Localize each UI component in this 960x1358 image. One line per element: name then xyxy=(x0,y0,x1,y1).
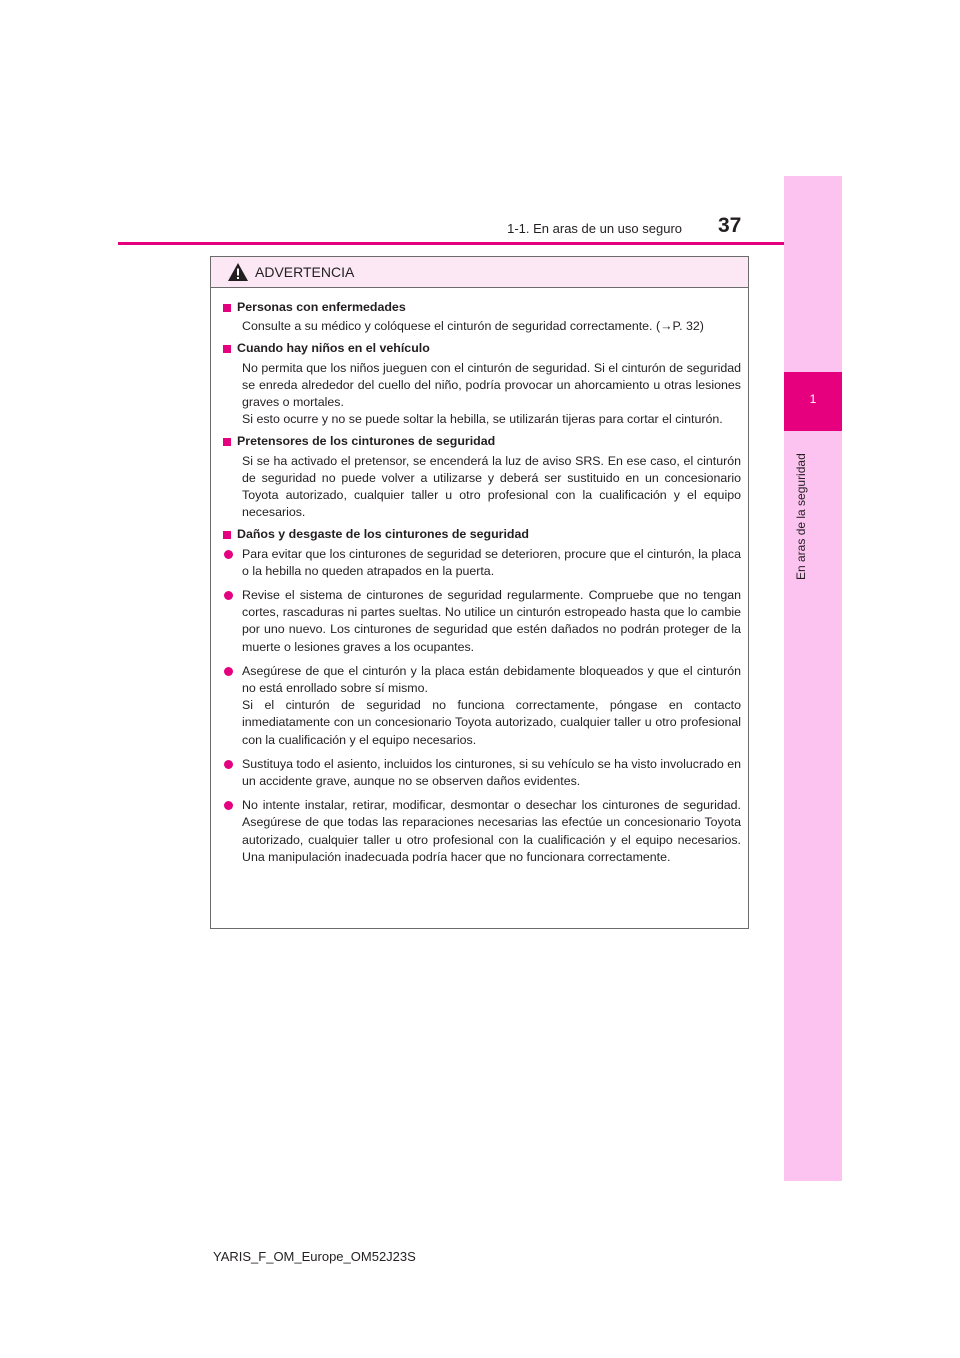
square-bullet-icon xyxy=(223,531,231,539)
section-paragraph: Si se ha activado el pretensor, se encenderá la luz de aviso SRS. En ese caso, el cinturón de seguridad no puede volver a utilizarse y deberá ser sustituido en un concesionario Toyota autorizado, cualquier taller u otro profesional con la cualificación y el equipo necesarios. xyxy=(242,453,741,520)
list-item: Sustituya todo el asiento, incluidos los cinturones, si su vehículo se ha visto involucrado en un accidente grave, aunque no se observen daños evidentes. xyxy=(223,756,741,790)
bullet-list xyxy=(223,546,741,866)
square-bullet-icon xyxy=(223,438,231,446)
section-ninos xyxy=(223,340,741,428)
chapter-label xyxy=(794,455,808,580)
circle-bullet-icon xyxy=(224,667,233,676)
header-rule xyxy=(118,242,840,245)
chapter-number: 1 xyxy=(809,392,817,406)
circle-bullet-icon xyxy=(224,760,233,769)
section-paragraph: Si esto ocurre y no se puede soltar la hebilla, se utilizarán tijeras para cortar el cinturón. xyxy=(242,412,723,427)
page-number: 37 xyxy=(718,214,742,237)
circle-bullet-icon xyxy=(224,801,233,810)
section-enfermedades xyxy=(223,299,741,335)
list-item: Para evitar que los cinturones de seguridad se deterioren, procure que el cinturón, la placa o la hebilla no queden atrapados en la puerta. xyxy=(223,546,741,580)
square-bullet-icon xyxy=(223,345,231,353)
warning-title: ADVERTENCIA xyxy=(255,264,355,280)
section-heading: Pretensores de los cinturones de seguridad xyxy=(223,433,741,450)
list-item: Revise el sistema de cinturones de seguridad regularmente. Compruebe que no tengan cortes, rascaduras ni partes sueltas. No utilice un cinturón estropeado hasta que lo cambie por uno nuevo. Los cinturones de seguridad que estén dañados no podrán proteger de la muerte o lesiones graves a los ocupantes. xyxy=(223,587,741,656)
square-bullet-icon xyxy=(223,304,231,312)
warning-header xyxy=(211,257,748,288)
section-heading: Personas con enfermedades xyxy=(223,299,741,316)
section-heading: Cuando hay niños en el vehículo xyxy=(223,340,741,357)
warning-triangle-icon xyxy=(227,262,249,282)
section-title: 1-1. En aras de un uso seguro xyxy=(507,221,682,236)
section-paragraph: Consulte a su médico y colóquese el cinturón de seguridad correctamente. (→P. 32) xyxy=(242,319,704,334)
document-code: YARIS_F_OM_Europe_OM52J23S xyxy=(213,1249,416,1264)
section-pretensores xyxy=(223,433,741,521)
circle-bullet-icon xyxy=(224,550,233,559)
warning-body xyxy=(211,288,748,866)
warning-box xyxy=(210,256,749,929)
section-paragraph: No permita que los niños jueguen con el cinturón de seguridad. Si el cinturón de seguridad se enreda alrededor del cuello del niño, podría provocar un ahorcamiento u otras lesiones graves o mortales. xyxy=(242,360,741,410)
chapter-side-tab xyxy=(784,176,842,1181)
list-item: No intente instalar, retirar, modificar, desmontar o desechar los cinturones de seguridad. Asegúrese de que todas las reparaciones necesarias las efectúe un concesionario Toyota autorizado, cualquier taller u otro profesional con la cualificación y el equipo necesarios. Una manipulación inadecuada podría hacer que no funcionara correctamente. xyxy=(223,797,741,866)
section-danos xyxy=(223,526,741,866)
circle-bullet-icon xyxy=(224,591,233,600)
list-item: Asegúrese de que el cinturón y la placa están debidamente bloqueados y que el cinturón no está enrollado sobre sí mismo. Si el cinturón de seguridad no funciona correctamente, póngase en contacto inmediatamente con un concesionario Toyota autorizado, cualquier taller u otro profesional con la cualificación y el equipo necesarios. xyxy=(223,663,741,749)
chapter-label-text: En aras de la seguridad xyxy=(794,453,808,580)
section-heading: Daños y desgaste de los cinturones de seguridad xyxy=(223,526,741,543)
